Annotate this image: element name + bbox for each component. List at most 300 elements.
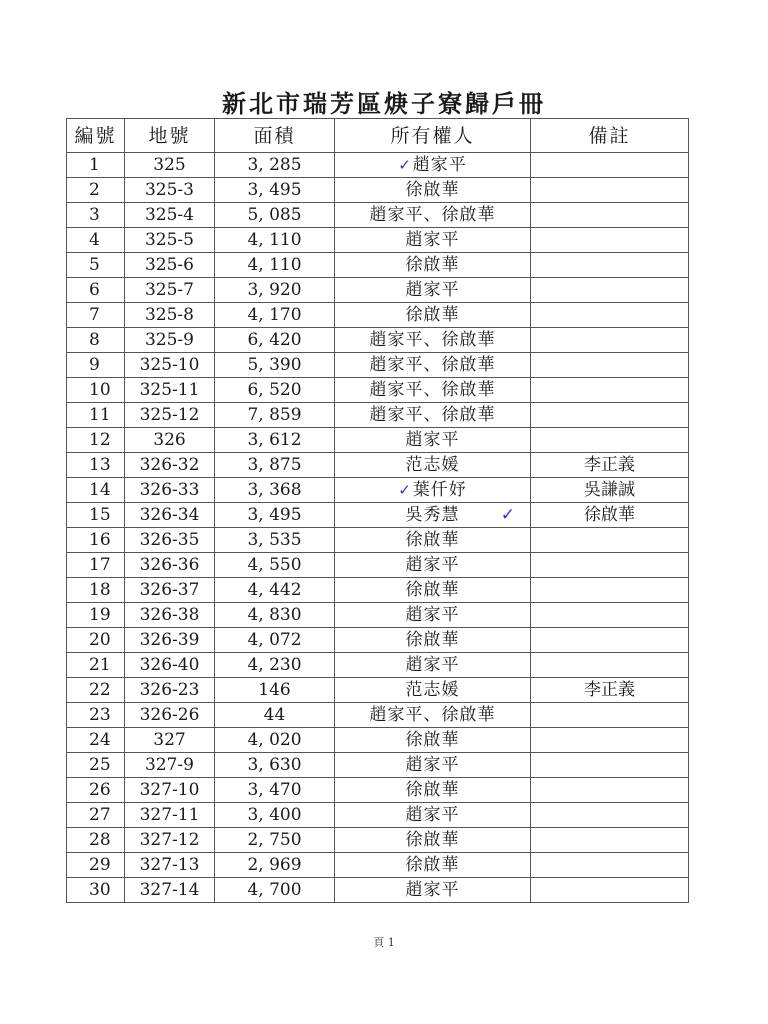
- cell-number: [67, 403, 125, 428]
- table-row: [67, 328, 689, 353]
- cell-owner-text: 范志媛: [405, 455, 460, 475]
- cell-owner-text: 趙家平: [405, 605, 460, 625]
- cell-area-text: 3, 400: [247, 805, 302, 825]
- cell-number: [67, 278, 125, 303]
- table-row: [67, 253, 689, 278]
- cell-area-text: 3, 535: [247, 530, 302, 550]
- cell-number-text: 15: [89, 505, 111, 525]
- cell-lot-number: [125, 503, 215, 528]
- table-row: [67, 153, 689, 178]
- cell-area: [215, 803, 335, 828]
- cell-area: [215, 703, 335, 728]
- cell-lot-number: [125, 628, 215, 653]
- cell-number: [67, 328, 125, 353]
- cell-lot-number: [125, 478, 215, 503]
- cell-owner: [335, 203, 531, 228]
- cell-number-text: 14: [89, 480, 111, 500]
- cell-owner-text: 趙家平、徐啟華: [369, 405, 496, 425]
- cell-owner: [335, 753, 531, 778]
- cell-remarks: [531, 428, 689, 453]
- cell-remarks: [531, 253, 689, 278]
- cell-lot-number-text: 326-39: [139, 630, 200, 650]
- cell-owner-text: 范志媛: [405, 680, 460, 700]
- table-row: [67, 578, 689, 603]
- page-number: 頁 1: [373, 936, 395, 949]
- cell-area-text: 2, 750: [247, 830, 302, 850]
- cell-number: [67, 503, 125, 528]
- cell-area-text: 4, 072: [247, 630, 302, 650]
- cell-number: [67, 578, 125, 603]
- cell-owner: [335, 303, 531, 328]
- cell-area: [215, 203, 335, 228]
- table-row: [67, 828, 689, 853]
- cell-number-text: 22: [89, 680, 111, 700]
- cell-remarks: [531, 578, 689, 603]
- cell-remarks: [531, 403, 689, 428]
- cell-owner: [335, 678, 531, 703]
- cell-owner-text: 趙家平: [405, 555, 460, 575]
- cell-lot-number: [125, 678, 215, 703]
- cell-owner-text: 徐啟華: [405, 730, 460, 750]
- cell-area-text: 4, 830: [247, 605, 302, 625]
- cell-lot-number: [125, 653, 215, 678]
- table-row: [67, 603, 689, 628]
- cell-area-text: 4, 442: [247, 580, 302, 600]
- cell-lot-number: [125, 253, 215, 278]
- cell-area: [215, 278, 335, 303]
- cell-area: [215, 728, 335, 753]
- cell-lot-number-text: 327-10: [139, 780, 200, 800]
- table-row: [67, 303, 689, 328]
- header-number: 編號: [67, 119, 125, 153]
- cell-area-text: 3, 285: [247, 155, 302, 175]
- cell-area: [215, 403, 335, 428]
- cell-remarks: [531, 528, 689, 553]
- cell-area-text: 3, 495: [247, 180, 302, 200]
- cell-number: [67, 178, 125, 203]
- cell-lot-number: [125, 553, 215, 578]
- cell-lot-number-text: 326-33: [139, 480, 200, 500]
- cell-owner: [335, 728, 531, 753]
- cell-lot-number: [125, 378, 215, 403]
- cell-area: [215, 853, 335, 878]
- cell-lot-number-text: 325: [153, 155, 186, 175]
- table-body: [67, 153, 689, 903]
- cell-number-text: 13: [89, 455, 111, 475]
- cell-remarks: [531, 553, 689, 578]
- cell-owner: [335, 153, 531, 178]
- cell-number: [67, 603, 125, 628]
- cell-number: [67, 753, 125, 778]
- cell-number: [67, 528, 125, 553]
- cell-area: [215, 753, 335, 778]
- header-lot-number: 地號: [125, 119, 215, 153]
- table-row: [67, 228, 689, 253]
- cell-lot-number-text: 326-38: [139, 605, 200, 625]
- cell-remarks: [531, 478, 689, 503]
- cell-area-text: 3, 368: [247, 480, 302, 500]
- table-row: [67, 753, 689, 778]
- table-row: [67, 803, 689, 828]
- cell-number-text: 12: [89, 430, 111, 450]
- cell-area-text: 4, 110: [247, 255, 302, 275]
- cell-owner: [335, 603, 531, 628]
- cell-number-text: 25: [89, 755, 111, 775]
- cell-area-text: 3, 612: [247, 430, 302, 450]
- cell-number: [67, 878, 125, 903]
- cell-owner-text: 徐啟華: [405, 830, 460, 850]
- table-row: [67, 378, 689, 403]
- cell-area-text: 3, 470: [247, 780, 302, 800]
- cell-number: [67, 253, 125, 278]
- cell-lot-number-text: 325-5: [144, 230, 194, 250]
- cell-owner-text: 徐啟華: [405, 780, 460, 800]
- cell-owner: [335, 403, 531, 428]
- table-row: [67, 453, 689, 478]
- table-row: [67, 428, 689, 453]
- header-area: 面積: [215, 119, 335, 153]
- cell-remarks-text: 李正義: [584, 680, 635, 700]
- cell-number-text: 8: [89, 330, 100, 350]
- table-row: [67, 178, 689, 203]
- cell-owner: [335, 553, 531, 578]
- cell-lot-number-text: 326-36: [139, 555, 200, 575]
- cell-owner-text: 徐啟華: [405, 180, 460, 200]
- cell-remarks: [531, 328, 689, 353]
- table-row: [67, 503, 689, 528]
- cell-area-text: 4, 550: [247, 555, 302, 575]
- cell-lot-number-text: 326-32: [139, 455, 200, 475]
- cell-area: [215, 228, 335, 253]
- cell-lot-number-text: 327-9: [144, 755, 194, 775]
- cell-remarks: [531, 703, 689, 728]
- cell-number: [67, 853, 125, 878]
- cell-lot-number: [125, 328, 215, 353]
- cell-area-text: 3, 920: [247, 280, 302, 300]
- cell-number: [67, 478, 125, 503]
- cell-owner-text: 徐啟華: [405, 855, 460, 875]
- cell-owner: [335, 628, 531, 653]
- cell-remarks: [531, 778, 689, 803]
- cell-number: [67, 703, 125, 728]
- table-row: [67, 878, 689, 903]
- cell-remarks-text: 徐啟華: [584, 505, 635, 525]
- cell-owner-text: 趙家平、徐啟華: [369, 355, 496, 375]
- cell-lot-number: [125, 203, 215, 228]
- cell-area-text: 3, 875: [247, 455, 302, 475]
- cell-number-text: 18: [89, 580, 111, 600]
- cell-lot-number: [125, 278, 215, 303]
- cell-remarks-text: 李正義: [584, 455, 635, 475]
- cell-owner-text: 趙家平: [405, 430, 460, 450]
- cell-area: [215, 778, 335, 803]
- cell-number: [67, 378, 125, 403]
- table-row: [67, 678, 689, 703]
- cell-lot-number: [125, 453, 215, 478]
- cell-area-text: 5, 085: [247, 205, 302, 225]
- cell-remarks: [531, 628, 689, 653]
- cell-area-text: 4, 020: [247, 730, 302, 750]
- cell-number-text: 6: [89, 280, 100, 300]
- header-remarks: 備註: [531, 119, 689, 153]
- cell-number-text: 3: [89, 205, 100, 225]
- cell-number-text: 5: [89, 255, 100, 275]
- cell-number-text: 28: [89, 830, 111, 850]
- cell-lot-number: [125, 728, 215, 753]
- cell-lot-number-text: 325-11: [139, 380, 200, 400]
- cell-lot-number: [125, 803, 215, 828]
- table-row: [67, 403, 689, 428]
- cell-owner: [335, 878, 531, 903]
- cell-remarks: [531, 678, 689, 703]
- cell-lot-number-text: 327-11: [139, 805, 200, 825]
- cell-owner: [335, 778, 531, 803]
- cell-lot-number-text: 325-7: [144, 280, 194, 300]
- cell-lot-number: [125, 228, 215, 253]
- cell-number: [67, 678, 125, 703]
- cell-owner: [335, 853, 531, 878]
- cell-owner: [335, 828, 531, 853]
- cell-lot-number-text: 325-8: [144, 305, 194, 325]
- cell-owner-text: 趙家平、徐啟華: [369, 330, 496, 350]
- cell-number: [67, 553, 125, 578]
- cell-remarks: [531, 653, 689, 678]
- cell-area-text: 3, 630: [247, 755, 302, 775]
- cell-lot-number-text: 325-9: [144, 330, 194, 350]
- cell-number-text: 19: [89, 605, 111, 625]
- cell-area: [215, 653, 335, 678]
- cell-owner: [335, 478, 531, 503]
- cell-remarks: [531, 453, 689, 478]
- cell-remarks: [531, 153, 689, 178]
- cell-owner-text: 吳秀慧: [405, 505, 460, 525]
- cell-area: [215, 578, 335, 603]
- cell-area: [215, 678, 335, 703]
- cell-lot-number: [125, 603, 215, 628]
- cell-lot-number-text: 325-4: [144, 205, 194, 225]
- cell-number: [67, 803, 125, 828]
- cell-number-text: 21: [89, 655, 111, 675]
- cell-number-text: 9: [89, 355, 100, 375]
- cell-number-text: 2: [89, 180, 100, 200]
- cell-owner: [335, 453, 531, 478]
- table-row: [67, 653, 689, 678]
- cell-area: [215, 353, 335, 378]
- document-title: 新北市瑞芳區焿子寮歸戶冊: [222, 89, 546, 118]
- cell-remarks: [531, 303, 689, 328]
- cell-area: [215, 453, 335, 478]
- cell-remarks: [531, 803, 689, 828]
- table-row: [67, 703, 689, 728]
- cell-number-text: 1: [89, 155, 100, 175]
- cell-remarks: [531, 378, 689, 403]
- cell-lot-number: [125, 753, 215, 778]
- cell-lot-number-text: 327-12: [139, 830, 200, 850]
- table-row: [67, 353, 689, 378]
- cell-remarks: [531, 828, 689, 853]
- cell-owner-text: 徐啟華: [405, 630, 460, 650]
- cell-number: [67, 153, 125, 178]
- cell-area: [215, 503, 335, 528]
- cell-owner-text: 趙家平: [405, 755, 460, 775]
- cell-area: [215, 328, 335, 353]
- cell-owner: [335, 503, 531, 528]
- cell-number: [67, 353, 125, 378]
- cell-number-text: 16: [89, 530, 111, 550]
- cell-owner-text: 徐啟華: [405, 305, 460, 325]
- cell-owner-text: 趙家平: [405, 805, 460, 825]
- cell-number-text: 17: [89, 555, 111, 575]
- cell-number: [67, 203, 125, 228]
- cell-number: [67, 728, 125, 753]
- cell-area: [215, 428, 335, 453]
- cell-area: [215, 253, 335, 278]
- cell-owner-text: 徐啟華: [405, 580, 460, 600]
- cell-remarks: [531, 728, 689, 753]
- cell-remarks: [531, 603, 689, 628]
- cell-remarks: [531, 278, 689, 303]
- cell-remarks: [531, 503, 689, 528]
- cell-lot-number-text: 327-14: [139, 880, 200, 900]
- cell-remarks-text: 吳謙誠: [584, 480, 635, 500]
- cell-area-text: 7, 859: [247, 405, 302, 425]
- cell-owner: [335, 253, 531, 278]
- cell-remarks: [531, 353, 689, 378]
- cell-area-text: 6, 520: [247, 380, 302, 400]
- cell-lot-number-text: 325-12: [139, 405, 200, 425]
- cell-lot-number-text: 327: [153, 730, 186, 750]
- cell-owner: [335, 703, 531, 728]
- cell-number-text: 29: [89, 855, 111, 875]
- cell-number: [67, 653, 125, 678]
- cell-lot-number: [125, 578, 215, 603]
- cell-owner: [335, 378, 531, 403]
- table-row: [67, 203, 689, 228]
- cell-area-text: 4, 230: [247, 655, 302, 675]
- cell-number-text: 20: [89, 630, 111, 650]
- cell-number: [67, 303, 125, 328]
- table-row: [67, 853, 689, 878]
- cell-lot-number-text: 326: [153, 430, 186, 450]
- cell-lot-number: [125, 353, 215, 378]
- cell-owner: [335, 353, 531, 378]
- cell-lot-number: [125, 853, 215, 878]
- cell-area-text: 4, 170: [247, 305, 302, 325]
- checkmark-icon: ✓: [398, 156, 412, 174]
- cell-lot-number-text: 325-3: [144, 180, 194, 200]
- cell-lot-number: [125, 528, 215, 553]
- cell-owner: [335, 803, 531, 828]
- cell-number-text: 26: [89, 780, 111, 800]
- cell-lot-number-text: 325-6: [144, 255, 194, 275]
- cell-owner-text: 趙家平: [405, 230, 460, 250]
- table-row: [67, 528, 689, 553]
- cell-number: [67, 453, 125, 478]
- cell-owner: [335, 428, 531, 453]
- cell-owner-text: 趙家平: [412, 155, 467, 175]
- cell-lot-number-text: 327-13: [139, 855, 200, 875]
- cell-number-text: 4: [89, 230, 100, 250]
- cell-lot-number-text: 326-37: [139, 580, 200, 600]
- table-row: [67, 778, 689, 803]
- cell-area-text: 4, 700: [247, 880, 302, 900]
- cell-lot-number-text: 326-26: [139, 705, 200, 725]
- cell-owner: [335, 228, 531, 253]
- cell-area: [215, 153, 335, 178]
- cell-area: [215, 628, 335, 653]
- cell-owner-text: 趙家平: [405, 280, 460, 300]
- cell-remarks: [531, 853, 689, 878]
- cell-lot-number-text: 326-35: [139, 530, 200, 550]
- cell-number: [67, 778, 125, 803]
- cell-area: [215, 553, 335, 578]
- cell-owner-text: 趙家平: [405, 880, 460, 900]
- cell-lot-number: [125, 178, 215, 203]
- cell-area-text: 6, 420: [247, 330, 302, 350]
- cell-owner-text: 趙家平、徐啟華: [369, 205, 496, 225]
- checkmark-icon: ✓: [398, 481, 412, 499]
- cell-number: [67, 628, 125, 653]
- table-row: [67, 478, 689, 503]
- cell-number: [67, 228, 125, 253]
- cell-owner: [335, 278, 531, 303]
- cell-area: [215, 178, 335, 203]
- cell-area-text: 2, 969: [247, 855, 302, 875]
- cell-owner-text: 葉仟妤: [412, 480, 467, 500]
- cell-owner: [335, 328, 531, 353]
- cell-number-text: 7: [89, 305, 100, 325]
- cell-area: [215, 528, 335, 553]
- table-row: [67, 628, 689, 653]
- cell-lot-number-text: 326-34: [139, 505, 200, 525]
- table-row: [67, 728, 689, 753]
- cell-area: [215, 303, 335, 328]
- cell-lot-number: [125, 828, 215, 853]
- cell-remarks: [531, 178, 689, 203]
- cell-area-text: 4, 110: [247, 230, 302, 250]
- cell-area-text: 5, 390: [247, 355, 302, 375]
- checkmark-icon: ✓: [500, 505, 516, 525]
- cell-area-text: 146: [258, 680, 291, 700]
- household-register-table: [66, 118, 689, 903]
- cell-area: [215, 878, 335, 903]
- cell-owner-text: 趙家平: [405, 655, 460, 675]
- header-owner: 所有權人: [335, 119, 531, 153]
- cell-remarks: [531, 753, 689, 778]
- table-header-row: [67, 119, 689, 153]
- table-row: [67, 278, 689, 303]
- cell-number-text: 23: [89, 705, 111, 725]
- cell-area: [215, 478, 335, 503]
- cell-owner-text: 趙家平、徐啟華: [369, 705, 496, 725]
- cell-area-text: 3, 495: [247, 505, 302, 525]
- cell-remarks: [531, 203, 689, 228]
- cell-owner: [335, 178, 531, 203]
- cell-lot-number: [125, 878, 215, 903]
- cell-owner: [335, 578, 531, 603]
- table-row: [67, 553, 689, 578]
- cell-lot-number: [125, 303, 215, 328]
- cell-remarks: [531, 878, 689, 903]
- cell-owner: [335, 653, 531, 678]
- cell-lot-number-text: 325-10: [139, 355, 200, 375]
- cell-number-text: 24: [89, 730, 111, 750]
- cell-number: [67, 828, 125, 853]
- cell-lot-number: [125, 153, 215, 178]
- cell-lot-number: [125, 403, 215, 428]
- cell-area: [215, 378, 335, 403]
- cell-owner-text: 徐啟華: [405, 530, 460, 550]
